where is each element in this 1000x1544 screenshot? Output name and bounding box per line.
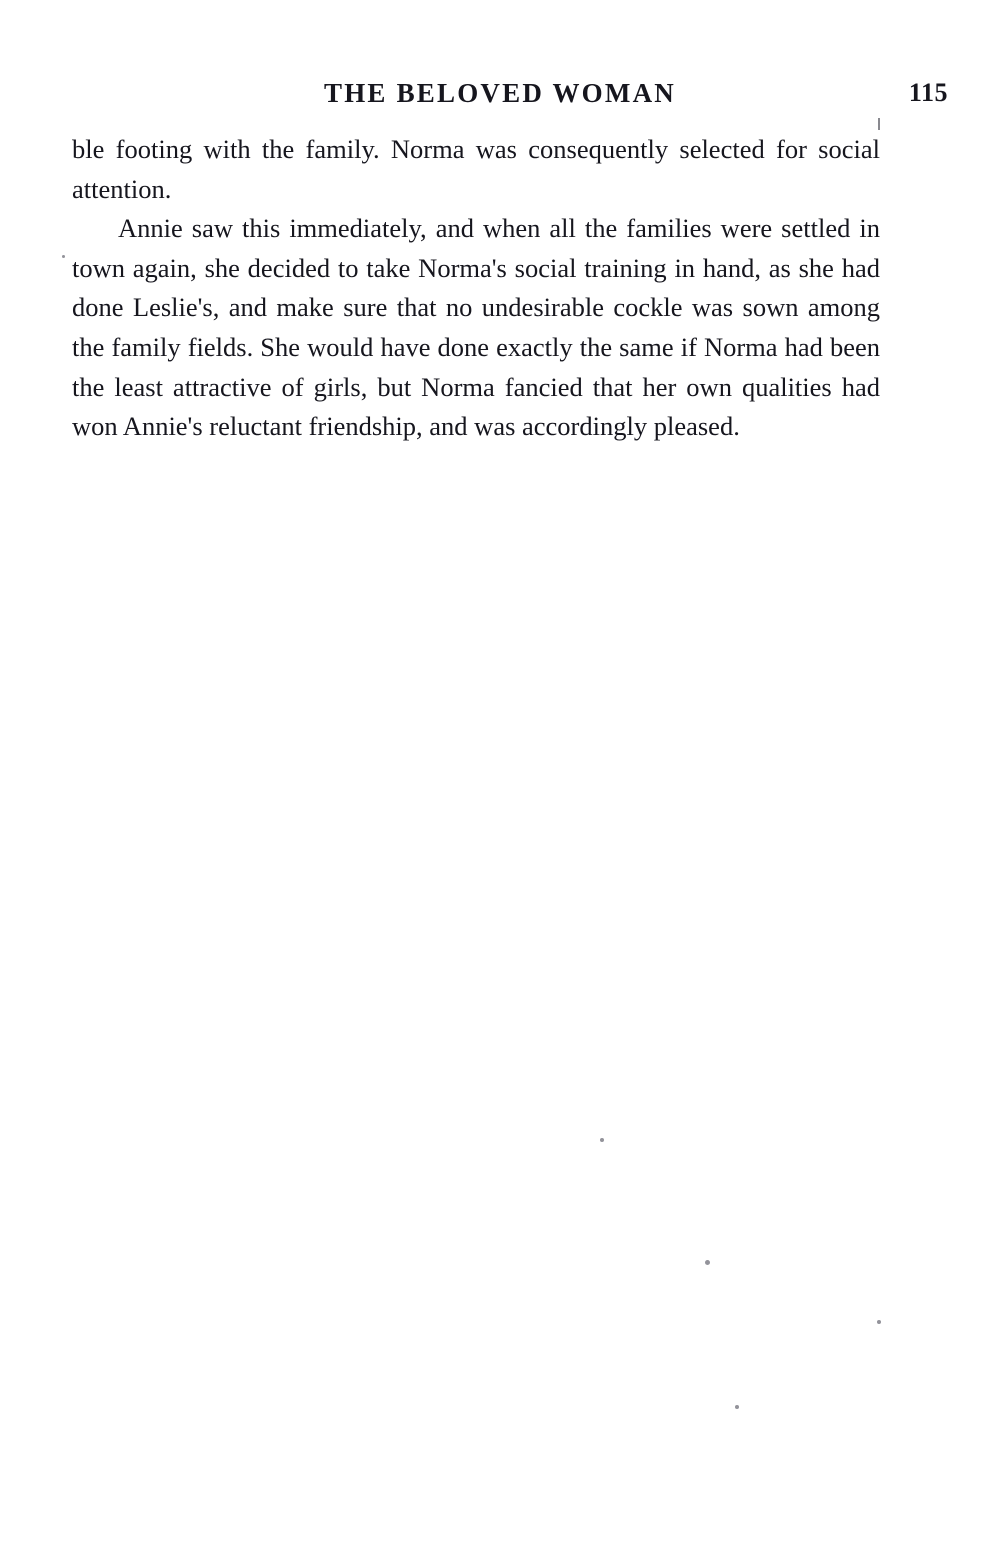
scan-speck [62, 255, 65, 258]
body-text [72, 130, 880, 447]
paragraph-continued: ble footing with the family. Norma was consequently selected for social attention. [72, 134, 880, 204]
scan-speck [600, 1138, 604, 1142]
scan-speck [705, 1260, 710, 1265]
scan-speck [877, 1320, 881, 1324]
paragraph-annie: Annie saw this immediately, and when all the families were settled in town again, she decided to take Norma's social training in hand, as she had done Leslie's, and make sure that no undesirable cockle was sown among the family fields. She would have done exactly the same if Norma had been the least attractive of girls, but Norma fancied that her own qualities had won Annie's reluctant friendship, and was accordingly pleased. [72, 213, 880, 442]
running-head-title: THE BELOVED WOMAN [324, 78, 676, 108]
scan-artifact-tick [878, 118, 880, 130]
page-number: 115 [908, 78, 948, 107]
scan-speck [735, 1405, 739, 1409]
running-head [72, 78, 928, 112]
